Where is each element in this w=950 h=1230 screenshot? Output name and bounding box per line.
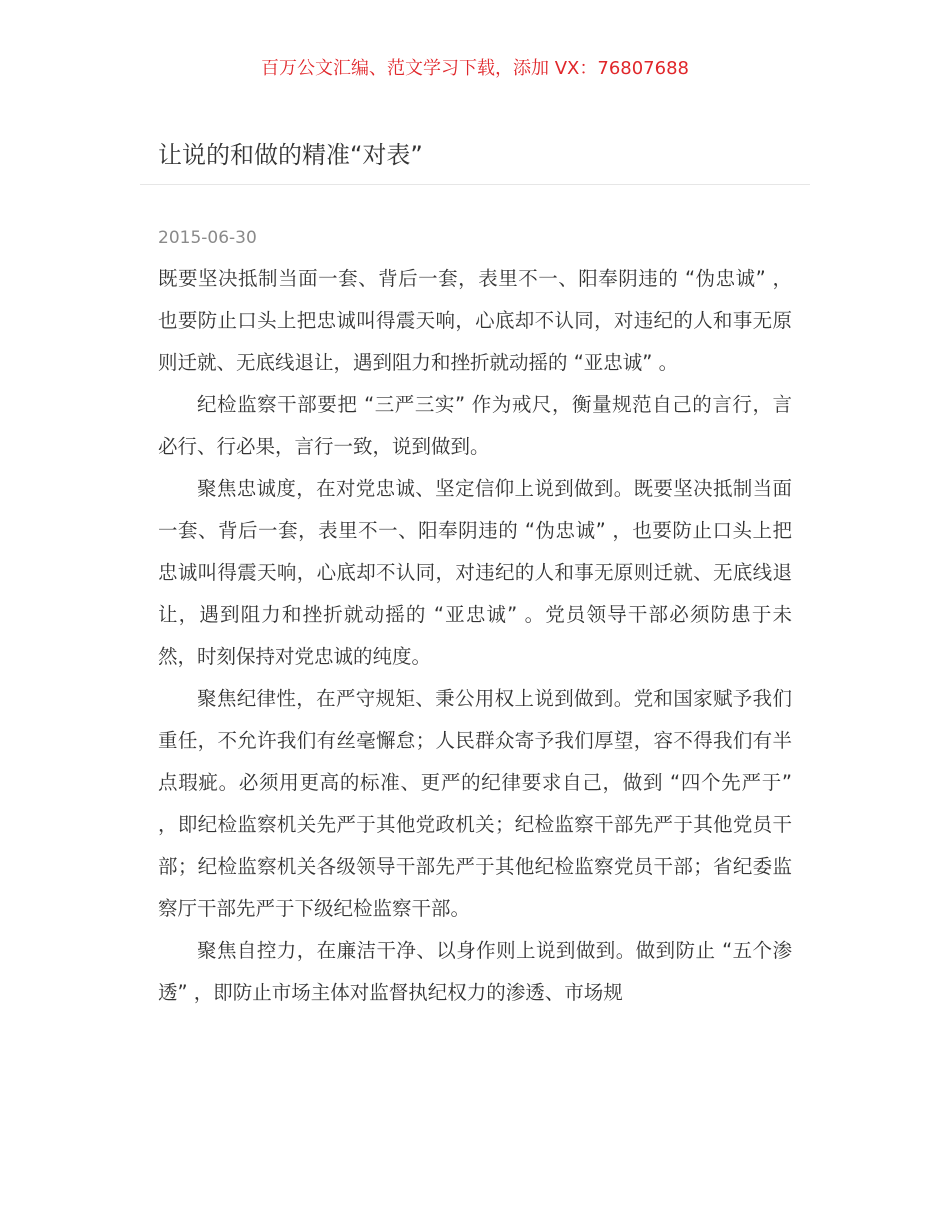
article-body bbox=[158, 258, 792, 1014]
paragraph-3: 聚焦忠诚度，在对党忠诚、坚定信仰上说到做到。既要坚决抵制当面一套、背后一套，表里不一、阳奉阴违的 “伪忠诚” ，也要防止口头上把忠诚叫得震天响，心底却不认同，对违纪的人和事无原则迁就、无底线退让，遇到阻力和挫折就动摇的 “亚忠诚” 。党员领导干部必须防患于未然，时刻保持对党忠诚的纯度。 bbox=[158, 477, 792, 668]
header-banner: 百万公文汇编、范文学习下载，添加 VX：76807688 bbox=[261, 58, 689, 79]
paragraph-2: 纪检监察干部要把 “三严三实” 作为戒尺，衡量规范自己的言行，言必行、行必果，言行一致，说到做到。 bbox=[158, 393, 792, 458]
paragraph-5: 聚焦自控力，在廉洁干净、以身作则上说到做到。做到防止 “五个渗透” ，即防止市场主体对监督执纪权力的渗透、市场规 bbox=[158, 939, 792, 1004]
article-title: 让说的和做的精准“对表” bbox=[158, 141, 423, 169]
article-date: 2015-06-30 bbox=[158, 228, 257, 248]
title-divider bbox=[140, 184, 810, 185]
paragraph-1: 既要坚决抵制当面一套、背后一套，表里不一、阳奉阴违的 “伪忠诚” ，也要防止口头上把忠诚叫得震天响，心底却不认同，对违纪的人和事无原则迁就、无底线退让，遇到阻力和挫折就动摇的 “亚忠诚” 。 bbox=[158, 267, 792, 374]
paragraph-4: 聚焦纪律性，在严守规矩、秉公用权上说到做到。党和国家赋予我们重任，不允许我们有丝毫懈怠；人民群众寄予我们厚望，容不得我们有半点瑕疵。必须用更高的标准、更严的纪律要求自己，做到 “四个先严于” ，即纪检监察机关先严于其他党政机关；纪检监察干部先严于其他党员干部；纪检监察机关各级领导干部先严于其他纪检监察党员干部；省纪委监察厅干部先严于下级纪检监察干部。 bbox=[158, 687, 792, 920]
